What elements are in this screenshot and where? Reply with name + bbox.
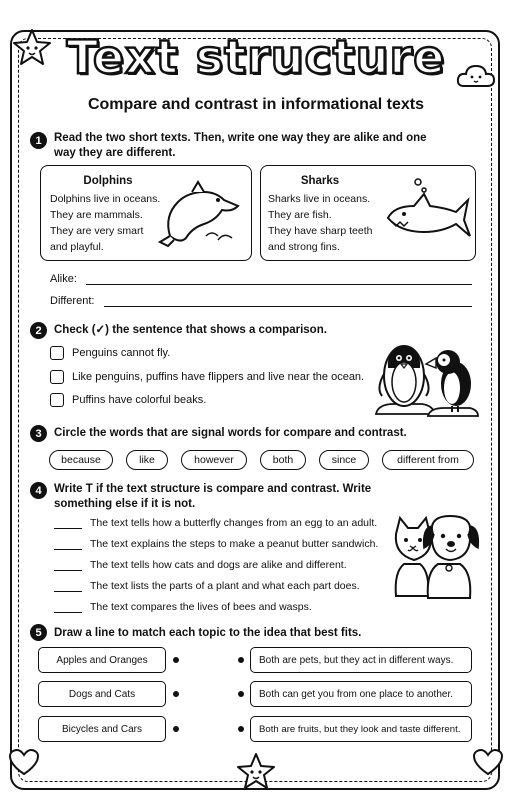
dolphins-text: Dolphins live in oceans. They are mammals. They are very smart and playful.	[50, 193, 161, 253]
signal-word-however[interactable]: however	[181, 450, 247, 470]
answer-blank[interactable]	[54, 528, 82, 529]
match-dot[interactable]	[238, 726, 244, 732]
question-number: 5	[30, 624, 47, 641]
question-5-text: Draw a line to match each topic to the idea that best fits.	[54, 627, 362, 639]
option-checkbox[interactable]	[50, 346, 64, 360]
heart-icon	[472, 748, 504, 776]
topic-box[interactable]: Bicycles and Cars	[38, 716, 166, 742]
signal-word-because[interactable]: because	[49, 450, 113, 470]
option-text: Penguins cannot fly.	[72, 347, 171, 359]
heart-icon	[8, 748, 40, 776]
dolphins-title: Dolphins	[83, 175, 133, 187]
signal-word-different-from[interactable]: different from	[382, 450, 474, 470]
option-checkbox[interactable]	[50, 393, 64, 407]
statement-text: The text tells how a butterfly changes from an egg to an adult.	[90, 517, 378, 529]
answer-blank[interactable]	[54, 591, 82, 592]
question-number: 3	[30, 425, 47, 442]
question-number: 2	[30, 322, 47, 339]
question-2-text: Check (✓) the sentence that shows a comparison.	[54, 324, 327, 336]
different-label: Different:	[50, 295, 95, 307]
topic-box[interactable]: Dogs and Cats	[38, 681, 166, 707]
signal-word-both[interactable]: both	[260, 450, 306, 470]
match-dot[interactable]	[238, 657, 244, 663]
cat-dog-icon	[390, 514, 480, 600]
idea-box[interactable]: Both can get you from one place to another.	[250, 681, 472, 707]
option-checkbox[interactable]	[50, 370, 64, 384]
topic-box[interactable]: Apples and Oranges	[38, 647, 166, 673]
answer-blank[interactable]	[54, 570, 82, 571]
sharks-text: Sharks live in oceans. They are fish. They have sharp teeth and strong fins.	[268, 193, 373, 253]
dolphin-icon	[158, 180, 244, 252]
match-dot[interactable]	[173, 657, 179, 663]
question-number: 1	[30, 132, 47, 149]
statement-text: The text explains the steps to make a peanut butter sandwich.	[90, 538, 379, 550]
page-title: Text structure	[66, 30, 446, 84]
question-1-text: Read the two short texts. Then, write one way they are alike and one way they are different.	[54, 132, 427, 159]
signal-word-since[interactable]: since	[319, 450, 369, 470]
answer-blank[interactable]	[54, 612, 82, 613]
statement-text: The text lists the parts of a plant and what each part does.	[90, 580, 360, 592]
statement-text: The text compares the lives of bees and wasps.	[90, 601, 312, 613]
alike-answer-line[interactable]	[86, 284, 472, 285]
question-4-text: Write T if the text structure is compare and contrast. Write something else if it is not.	[54, 483, 372, 510]
option-text: Puffins have colorful beaks.	[72, 394, 207, 406]
penguin-puffin-icon	[372, 328, 482, 420]
match-dot[interactable]	[173, 726, 179, 732]
different-answer-line[interactable]	[104, 306, 472, 307]
shark-icon	[384, 178, 472, 250]
star-icon	[236, 752, 276, 790]
match-dot[interactable]	[173, 691, 179, 697]
question-3-text: Circle the words that are signal words for compare and contrast.	[54, 427, 407, 439]
idea-box[interactable]: Both are pets, but they act in different ways.	[250, 647, 472, 673]
option-text: Like penguins, puffins have flippers and live near the ocean.	[72, 371, 365, 383]
idea-box[interactable]: Both are fruits, but they look and taste different.	[250, 716, 472, 742]
question-number: 4	[30, 482, 47, 499]
match-dot[interactable]	[238, 691, 244, 697]
sharks-title: Sharks	[300, 175, 340, 187]
page-subtitle: Compare and contrast in informational texts	[87, 96, 425, 113]
answer-blank[interactable]	[54, 549, 82, 550]
statement-text: The text tells how cats and dogs are alike and different.	[90, 559, 347, 571]
signal-word-like[interactable]: like	[126, 450, 168, 470]
alike-label: Alike:	[50, 273, 77, 285]
